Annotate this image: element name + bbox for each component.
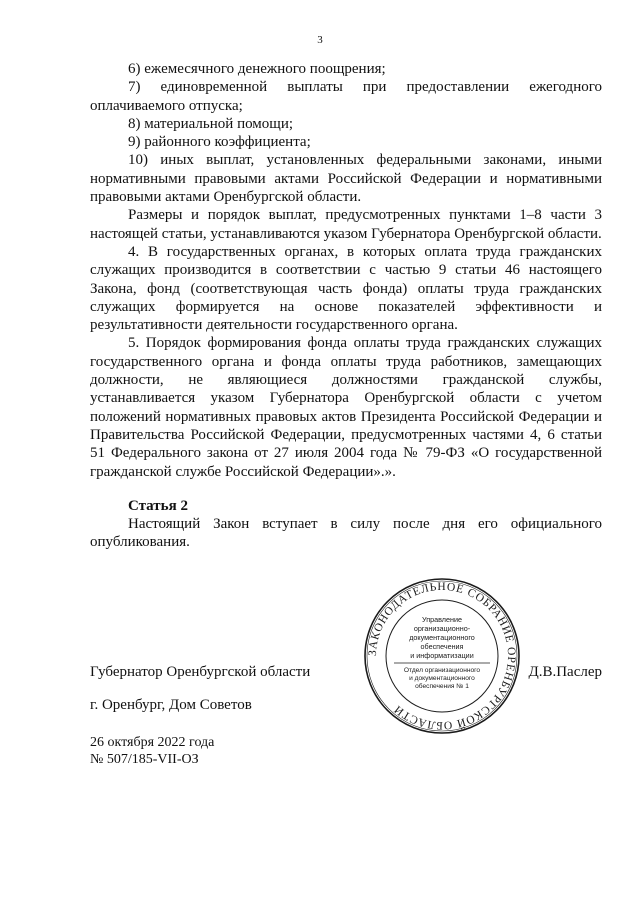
signing-date: 26 октября 2022 года bbox=[90, 735, 215, 750]
page-number: 3 bbox=[317, 34, 323, 46]
article-2-text: Настоящий Закон вступает в силу после дня его официального опубликования. bbox=[90, 516, 602, 551]
paragraph-payments: Размеры и порядок выплат, предусмотренных пунктами 1–8 части 3 настоящей статьи, устанавливаются указом Губернатора Оренбургской области. bbox=[90, 207, 602, 242]
svg-text:организационно-: организационно- bbox=[413, 624, 471, 633]
paragraph-part-5: 5. Порядок формирования фонда оплаты труда гражданских служащих государственного органа и фонда оплаты труда работников, замещающих должности, не являющиеся должностями гражданской службы, устанавливается указом Губернатора Оренбургской области с учетом положений нормативных правовых актов Президента Российской Федерации и Правительства Российской Федерации, предусмотренных частями 4, 6 статьи 51 Федерального закона от 27 июля 2004 года № 79-ФЗ «О государственной гражданской службе Российской Федерации».». bbox=[90, 335, 602, 480]
svg-text:и информатизации: и информатизации bbox=[410, 651, 474, 660]
signing-place: г. Оренбург, Дом Советов bbox=[90, 697, 252, 713]
svg-text:обеспечения № 1: обеспечения № 1 bbox=[415, 683, 469, 690]
official-seal bbox=[362, 576, 522, 736]
svg-text:обеспечения: обеспечения bbox=[420, 642, 464, 651]
list-item-7: 7) единовременной выплаты при предоставлении ежегодного оплачиваемого отпуска; bbox=[90, 79, 602, 114]
list-item-9: 9) районного коэффициента; bbox=[128, 134, 311, 151]
svg-text:и документационного: и документационного bbox=[409, 675, 475, 682]
list-item-10: 10) иных выплат, установленных федеральными законами, иными нормативными правовыми актами Российской Федерации и нормативными правовыми актами Оренбургской области. bbox=[90, 152, 602, 206]
signatory-position: Губернатор Оренбургской области bbox=[90, 664, 311, 680]
list-item-6: 6) ежемесячного денежного поощрения; bbox=[128, 61, 386, 77]
signatory-name: Д.В.Паслер bbox=[528, 664, 602, 680]
svg-text:Отдел организационного: Отдел организационного bbox=[403, 667, 481, 674]
svg-text:Управление: Управление bbox=[422, 615, 462, 624]
svg-text:документационного: документационного bbox=[409, 633, 475, 642]
paragraph-part-4: 4. В государственных органах, в которых оплата труда гражданских служащих производится в соответствии с частью 9 статьи 46 настоящего Закона, фонд (соответствующая часть фонда) оплаты труда гражданских служащих формируется на основе показателей эффективности и результативности деятельности государственного органа. bbox=[90, 243, 602, 334]
seal-graphic bbox=[362, 576, 522, 736]
document-body bbox=[90, 60, 602, 552]
list-item-8: 8) материальной помощи; bbox=[128, 115, 294, 132]
law-number: № 507/185-VII-ОЗ bbox=[90, 752, 199, 767]
svg-text:ЗАКОНОДАТЕЛЬНОЕ СОБРАНИЕ ОРЕНБ: ЗАКОНОДАТЕЛЬНОЕ СОБРАНИЕ ОРЕНБУРГСКОЙ ОБЛАСТИ bbox=[366, 580, 518, 732]
article-2-title: Статья 2 bbox=[128, 497, 188, 514]
